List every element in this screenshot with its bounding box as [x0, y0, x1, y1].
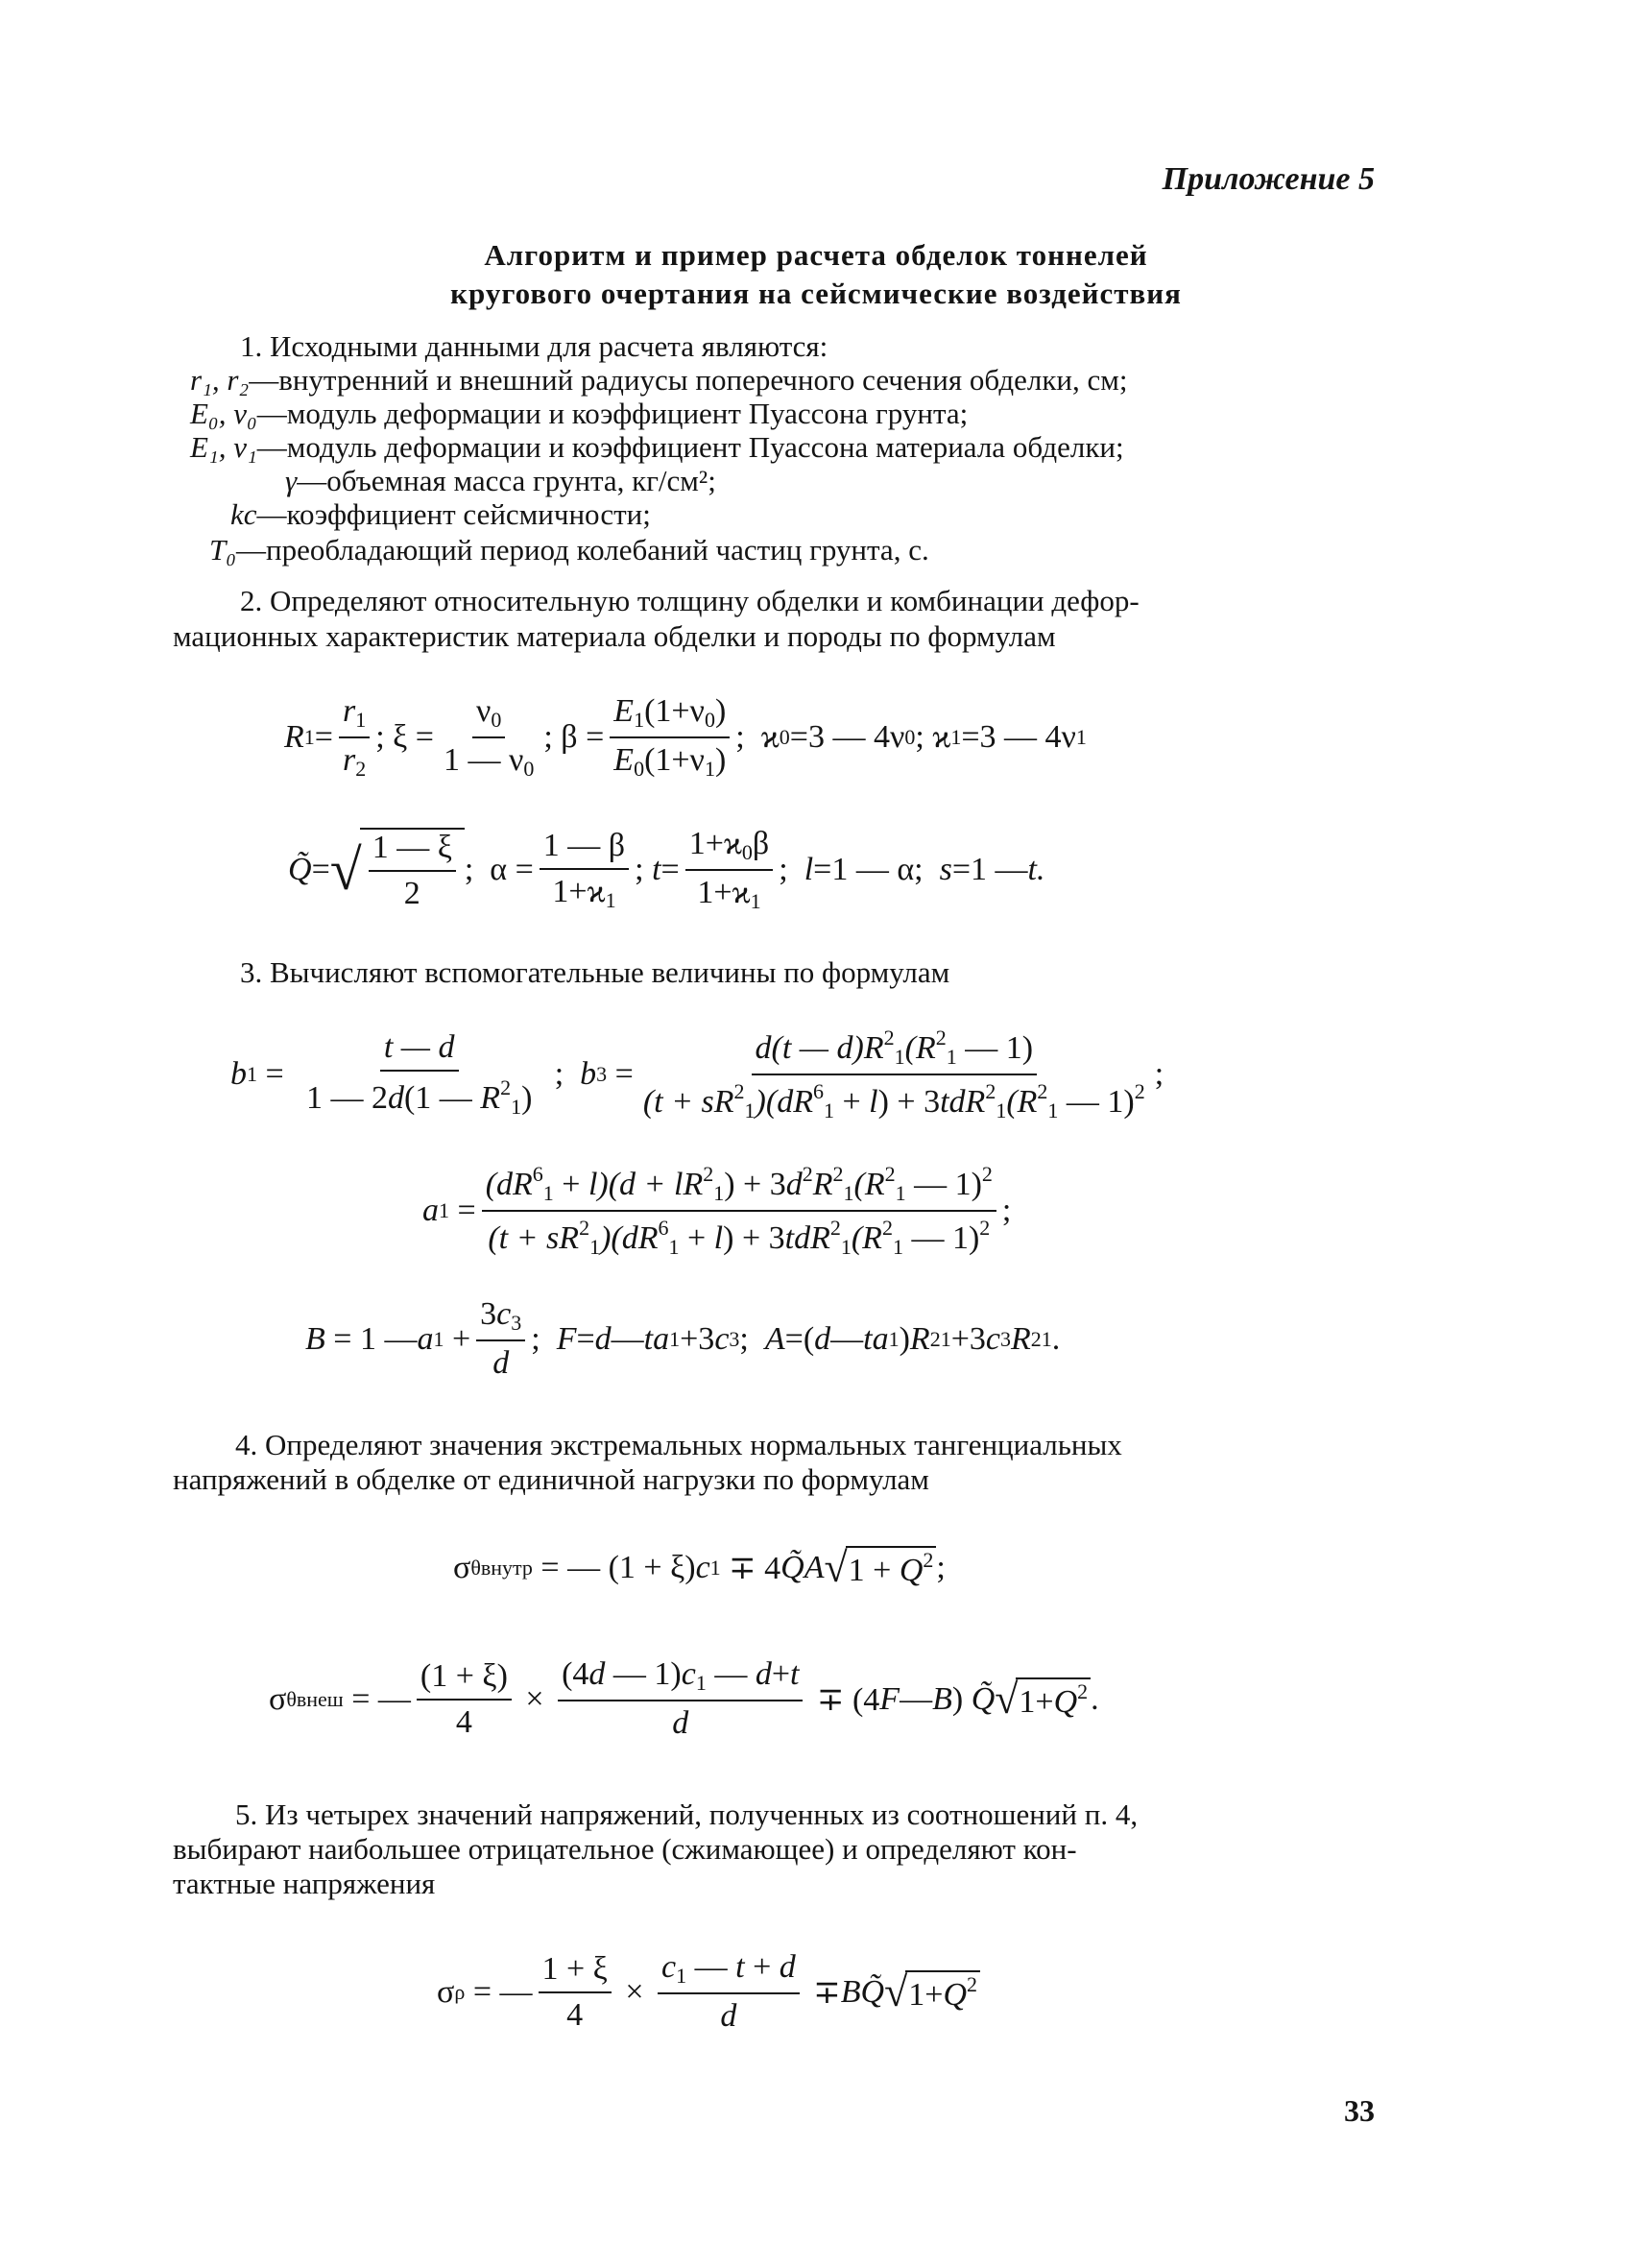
- formula-r1-xi-beta-kappa: R 1 = $\frac{r_1}{r_2}$ ; ξ = $\frac{\nu_0}{1 — \nu_0}$ ; β = $\frac{E_1(1+\nu_0)}{E_0(1+\nu_1)}$ ; ϰ 0 =3 — 4ν 0 ; ϰ 1 =3 — 4ν 1: [284, 693, 1087, 781]
- section3-line-1: 3. Вычисляют вспомогательные величины по формулам: [240, 955, 950, 989]
- param-e0v0: [190, 397, 968, 431]
- formula-a1: a 1 = $\frac{(dR^6_1 + l)(d + lR^2_1) + 3d^2R^2_1(R^2_1 — 1)^2}{(t + sR^2_1)(dR^6_1 + l) + 3tdR^2_1(R^2_1 — 1)^2}$ ;: [422, 1162, 1012, 1259]
- appendix-label: Приложение 5: [1162, 161, 1375, 197]
- param-text: —коэффициент сейсмичности;: [256, 497, 651, 531]
- param-symbol: E₁, ν₁: [190, 430, 257, 464]
- section1-intro: 1. Исходными данными для расчета являются:: [240, 329, 828, 363]
- param-text: —модуль деформации и коэффициент Пуассона грунта;: [256, 397, 969, 430]
- param-gamma: [285, 464, 716, 498]
- param-symbol: kс: [230, 497, 257, 531]
- param-text: —объемная масса грунта, кг/см²;: [297, 464, 716, 497]
- formula-sigma-inner: σ θвнутр = — (1 + ξ) c 1 ∓ 4 Q̃A √ $1 + Q^2$ ;: [453, 1543, 946, 1591]
- formula-sigma-rho: σ ρ = — $\frac{1 + \xi}{4}$ × $\frac{c_1 — t + d}{d}$ ∓ BQ̃ √ $1+Q^2$: [437, 1949, 980, 2035]
- section5-line-3: тактные напряжения: [173, 1867, 436, 1900]
- section2-line-1: 2. Определяют относительную толщину обделки и комбинации дефор-: [240, 584, 1140, 617]
- section5-line-2: выбирают наибольшее отрицательное (сжимающее) и определяют кон-: [173, 1832, 1077, 1866]
- param-symbol: E₀, ν₀: [190, 397, 257, 430]
- formula-b1-b3: b 1 = $\frac{t — d}{1 — 2d(1 — R^2_1)}$ ; b 3 = $\frac{d(t — d)R^2_1(R^2_1 — 1)}{(t + sR^2_1)(dR^6_1 + l) + 3tdR^2_1(R^2_1 — 1)^2}$ ;: [230, 1025, 1164, 1122]
- section4-line-2: напряжений в обделке от единичной нагрузки по формулам: [173, 1462, 929, 1496]
- param-text: —модуль деформации и коэффициент Пуассона материала обделки;: [256, 430, 1124, 464]
- param-kc: [230, 497, 651, 532]
- param-e1v1: [190, 430, 1124, 465]
- title-line-2: кругового очертания на сейсмические воздействия: [450, 277, 1182, 310]
- title-line-1: Алгоритм и пример расчета обделок тоннелей: [484, 238, 1148, 272]
- param-r1r2: [190, 363, 1128, 398]
- param-text: —внутренний и внешний радиусы поперечного сечения обделки, см;: [249, 363, 1128, 397]
- param-symbol: r₁, r₂: [190, 363, 250, 397]
- section2-line-2: мационных характеристик материала обделки и породы по формулам: [173, 619, 1056, 653]
- formula-q-alpha-t: Q̃ = √ $\frac{1 — \xi}{2}$ ; α = $\frac{1 — \beta}{1+ϰ_1}$ ; t = $\frac{1+ϰ_0\beta}{1+ϰ_1}$ ; l =1 — α; s =1 — t.: [288, 826, 1045, 913]
- formula-b-f-a: B = 1 — a 1 + $\frac{3c_3}{d}$ ; F = d — ta 1 +3 c 3 ; A =( d — ta 1 ) R 2 1 +3 c 3 R 2 1 .: [305, 1296, 1061, 1381]
- page-number: 33: [1344, 2093, 1375, 2128]
- formula-sigma-outer: σ θвнеш = — $\frac{(1 + \xi)}{4}$ × $\frac{(4d — 1)c_1 — d+t}{d}$ ∓ (4 F — B ) Q̃ √ $1+Q^2$ .: [269, 1656, 1099, 1741]
- param-text: —преобладающий период колебаний частиц грунта, с.: [236, 533, 929, 567]
- param-symbol: T₀: [209, 533, 237, 567]
- param-t0: [209, 533, 929, 567]
- section5-line-1: 5. Из четырех значений напряжений, полученных из соотношений п. 4,: [235, 1798, 1139, 1831]
- param-symbol: γ: [285, 464, 298, 497]
- section4-line-1: 4. Определяют значения экстремальных нормальных тангенциальных: [235, 1428, 1122, 1461]
